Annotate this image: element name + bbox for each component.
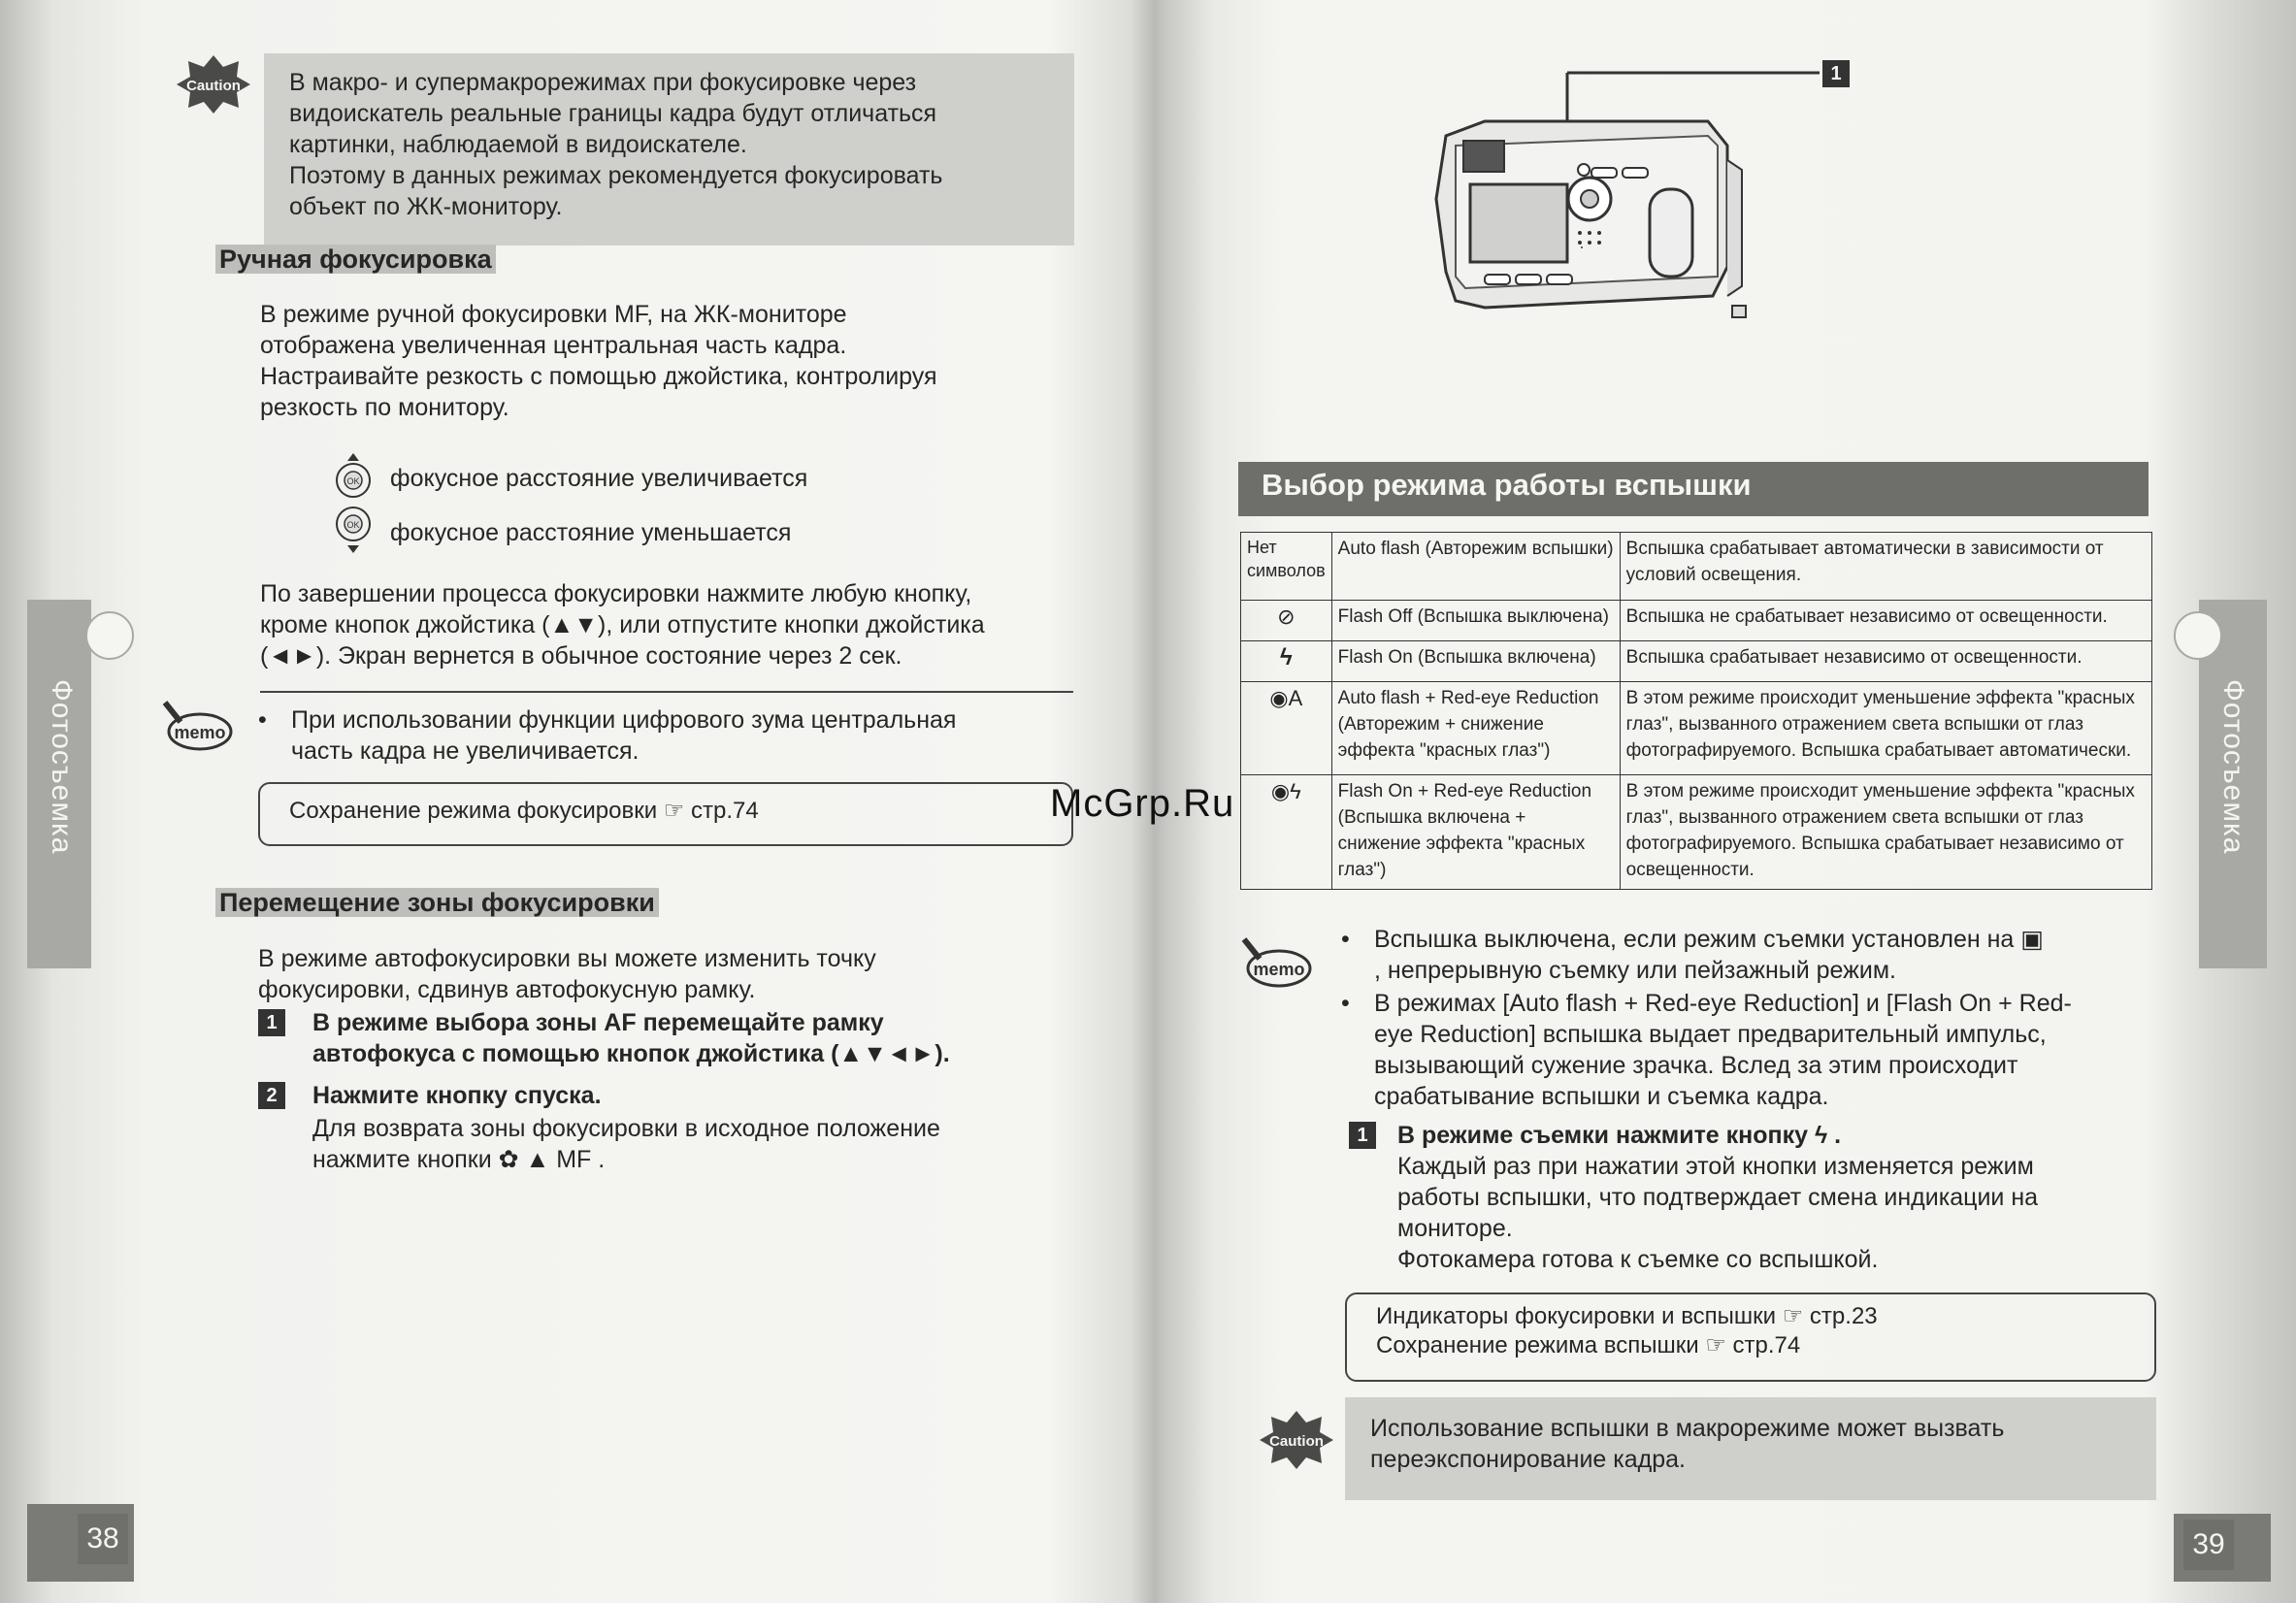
caution-icon — [1258, 1409, 1335, 1471]
camera-illustration — [1427, 53, 1834, 335]
end-line: По завершении процесса фокусировки нажмите любую кнопку, — [260, 580, 972, 607]
left-side-label: Фотосъемка — [46, 679, 78, 855]
caution-line: переэкспонирование кадра. — [1370, 1446, 1686, 1473]
step1-title — [312, 1007, 950, 1069]
joystick-down-text: фокусное расстояние уменьшается — [390, 519, 792, 546]
memo-line: В режимах [Auto flash + Red-eye Reduction] и [Flash On + Red- — [1374, 990, 2072, 1017]
mode-cell: Flash Off (Вспышка выключена) — [1331, 601, 1620, 641]
step-line: работы вспышки, что подтверждает смена индикации на — [1397, 1184, 2039, 1211]
caution-box — [1345, 1397, 2156, 1500]
left-page-number: 38 — [78, 1514, 128, 1564]
step-line: автофокуса с помощью кнопок джойстика (▲▼◄►). — [312, 1040, 950, 1067]
caution-line: картинки, наблюдаемой в видоискателе. — [289, 131, 747, 158]
table-row — [1241, 682, 2152, 775]
step-line: Каждый раз при нажатии этой кнопки изменяется режим — [1397, 1153, 2034, 1180]
caution-line: В макро- и супермакрорежимах при фокусировке через — [289, 69, 917, 96]
memo-line: срабатывание вспышки и съемка кадра. — [1374, 1083, 1829, 1110]
memo-line: , непрерывную съемку или пейзажный режим. — [1374, 957, 1896, 984]
svg-text:memo: memo — [1253, 960, 1305, 979]
desc-cell: Вспышка срабатывает автоматически в зависимости от условий освещения. — [1620, 533, 2151, 601]
move-zone-intro — [258, 943, 876, 1005]
svg-text:memo: memo — [174, 723, 226, 742]
memo-line: При использовании функции цифрового зума центральная — [291, 706, 957, 734]
step-line: Фотокамера готова к съемке со вспышкой. — [1397, 1246, 1879, 1273]
end-line: (◄►). Экран вернется в обычное состояние через 2 сек. — [260, 642, 902, 670]
symbol-cell: Нет символов — [1241, 533, 1332, 601]
step-line: мониторе. — [1397, 1215, 1513, 1242]
desc-cell: В этом режиме происходит уменьшение эффекта "красных глаз", вызванного отражением света вспышки от глаз фотографируемого. Вспышка срабатывает независимо от освещенности. — [1620, 775, 2151, 890]
table-row — [1241, 533, 2152, 601]
intro-line: фокусировки, сдвинув автофокусную рамку. — [258, 976, 756, 1003]
memo-bullet: • — [1341, 926, 1350, 953]
step-number: 1 — [1349, 1122, 1376, 1149]
symbol-cell: ⊘ — [1241, 601, 1332, 641]
watermark-text: McGrp.Ru — [1050, 782, 1235, 825]
manual-focus-end — [260, 578, 985, 671]
right-side-label: Фотосъемка — [2217, 679, 2249, 855]
intro-line: резкость по монитору. — [260, 394, 509, 421]
table-row — [1241, 775, 2152, 890]
desc-cell: В этом режиме происходит уменьшение эффекта "красных глаз", вызванного отражением света вспышки от глаз фотографируемого. Вспышка срабатывает автоматически. — [1620, 682, 2151, 775]
memo-divider — [260, 691, 1073, 693]
mode-cell: Flash On + Red-eye Reduction (Вспышка включена + снижение эффекта "красных глаз") — [1331, 775, 1620, 890]
right-side-tab-circle — [2174, 611, 2222, 660]
step2-text — [312, 1113, 940, 1175]
svg-text:Caution: Caution — [1269, 1433, 1324, 1450]
right-page-number: 39 — [2183, 1520, 2234, 1570]
caution-box — [264, 53, 1074, 245]
svg-text:OK: OK — [346, 520, 360, 530]
joystick-up-icon — [332, 451, 375, 502]
step-line: В режиме выбора зоны AF перемещайте рамку — [312, 1009, 884, 1036]
memo-line: Вспышка выключена, если режим съемки установлен на ▣ — [1374, 926, 2044, 953]
intro-line: Настраивайте резкость с помощью джойстика, контролируя — [260, 363, 937, 390]
ref-text: Сохранение режима фокусировки ☞ стр.74 — [289, 798, 759, 824]
caution-line: объект по ЖК-монитору. — [289, 193, 563, 220]
manual-focus-heading: Ручная фокусировка — [215, 245, 496, 275]
flash-mode-section-title: Выбор режима работы вспышки — [1238, 462, 2148, 516]
ref-line: Сохранение режима вспышки ☞ стр.74 — [1376, 1332, 1801, 1358]
move-zone-heading: Перемещение зоны фокусировки — [215, 888, 659, 918]
memo-icon — [1236, 933, 1314, 992]
step-line: нажмите кнопки ✿ ▲ MF . — [312, 1146, 606, 1173]
table-row — [1241, 601, 2152, 641]
svg-text:OK: OK — [346, 476, 360, 486]
svg-text:Caution: Caution — [186, 78, 241, 94]
manual-focus-intro — [260, 299, 937, 423]
step-line: Для возврата зоны фокусировки в исходное положение — [312, 1115, 940, 1142]
callout-number: 1 — [1822, 60, 1850, 87]
mode-cell: Auto flash + Red-eye Reduction (Авторежим + снижение эффекта "красных глаз") — [1331, 682, 1620, 775]
step1-text — [1397, 1151, 2038, 1275]
memo-text — [291, 704, 956, 767]
step2-title: Нажмите кнопку спуска. — [312, 1082, 602, 1109]
mode-cell: Flash On (Вспышка включена) — [1331, 641, 1620, 682]
focus-save-reference[interactable] — [258, 782, 1073, 846]
joystick-down-icon — [332, 505, 375, 555]
symbol-cell: ◉ϟ — [1241, 775, 1332, 890]
step-number: 1 — [258, 1009, 285, 1036]
table-row — [1241, 641, 2152, 682]
mode-cell: Auto flash (Авторежим вспышки) — [1331, 533, 1620, 601]
memo-bullet: • — [258, 706, 267, 734]
intro-line: отображена увеличенная центральная часть кадра. — [260, 332, 847, 359]
caution-line: Поэтому в данных режимах рекомендуется фокусировать — [289, 162, 943, 189]
joystick-up-text: фокусное расстояние увеличивается — [390, 465, 808, 492]
memo-line: eye Reduction] вспышка выдает предварительный импульс, — [1374, 1021, 2047, 1048]
intro-line: В режиме автофокусировки вы можете изменить точку — [258, 945, 876, 972]
memo-bullet2 — [1374, 988, 2072, 1112]
end-line: кроме кнопок джойстика (▲▼), или отпустите кнопки джойстика — [260, 611, 985, 638]
ref-line: Индикаторы фокусировки и вспышки ☞ стр.23 — [1376, 1303, 1878, 1329]
caution-line: Использование вспышки в макрорежиме может вызвать — [1370, 1415, 2005, 1442]
memo-bullet: • — [1341, 990, 1350, 1017]
step-number: 2 — [258, 1082, 285, 1109]
step1-title: В режиме съемки нажмите кнопку ϟ . — [1397, 1122, 1842, 1149]
symbol-cell: ϟ — [1241, 641, 1332, 682]
intro-line: В режиме ручной фокусировки MF, на ЖК-мониторе — [260, 301, 847, 328]
caution-icon — [175, 53, 252, 115]
desc-cell: Вспышка не срабатывает независимо от освещенности. — [1620, 601, 2151, 641]
left-side-tab-circle — [85, 611, 134, 660]
memo-line: часть кадра не увеличивается. — [291, 737, 640, 765]
memo-line: вызывающий сужение зрачка. Вслед за этим происходит — [1374, 1052, 2018, 1079]
memo-icon — [157, 697, 235, 755]
flash-mode-table — [1240, 532, 2152, 890]
memo-bullet1 — [1374, 924, 2044, 986]
symbol-cell: ◉A — [1241, 682, 1332, 775]
caution-line: видоискатель реальные границы кадра будут отличаться — [289, 100, 937, 127]
flash-reference-box[interactable] — [1345, 1292, 2156, 1382]
desc-cell: Вспышка срабатывает независимо от освещенности. — [1620, 641, 2151, 682]
